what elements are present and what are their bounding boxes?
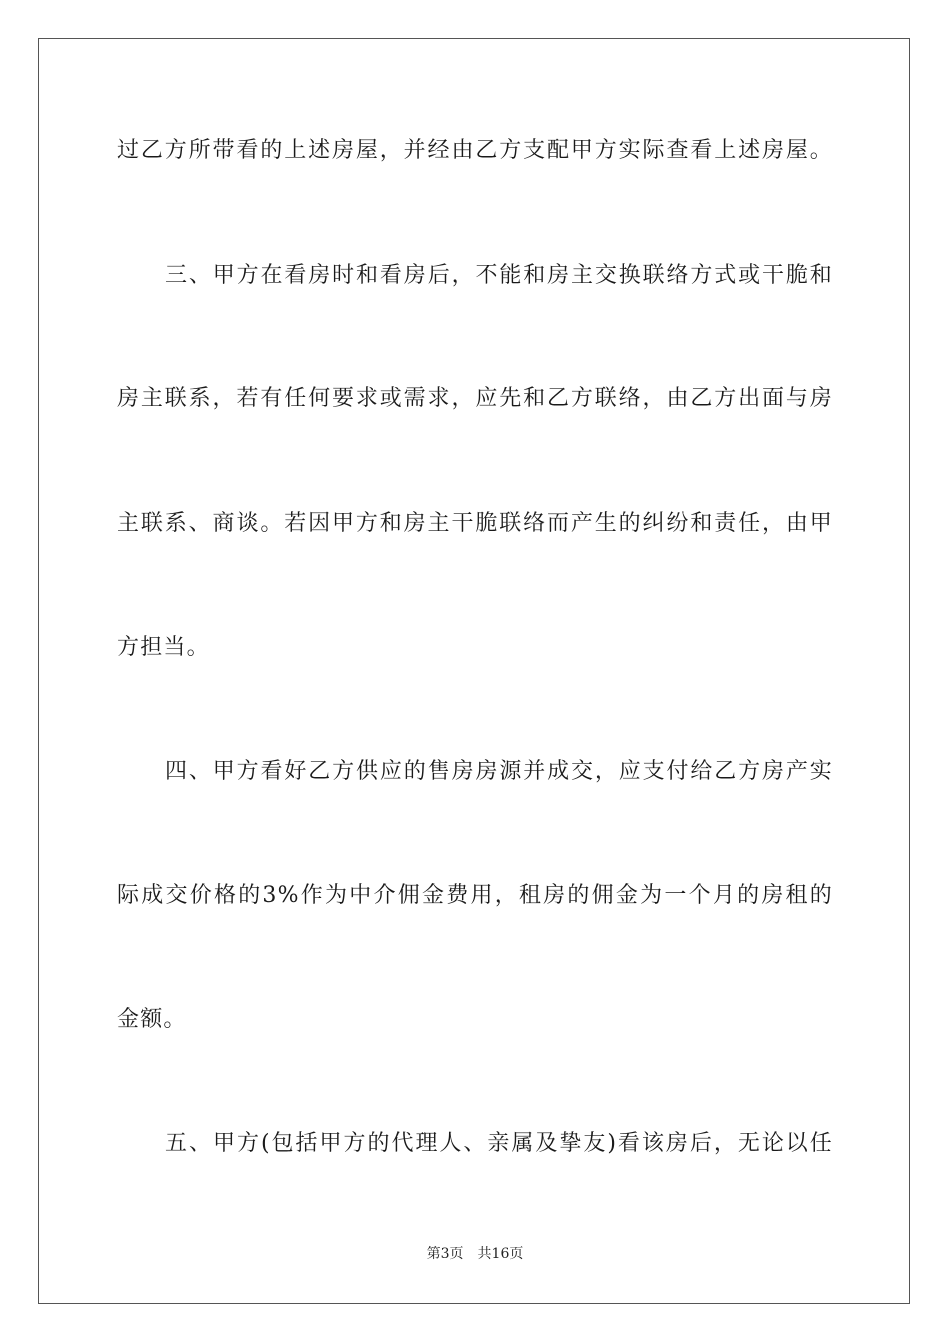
paragraph-five-start: 五、甲方(包括甲方的代理人、亲属及挚友)看该房后，无论以任 — [165, 1131, 833, 1156]
text-line: 际成交价格的3%作为中介佣金费用，租房的佣金为一个月的房租的 — [117, 883, 833, 908]
page-total: 共16页 — [477, 1246, 524, 1262]
text-line: 方担当。 — [117, 635, 210, 660]
text-line: 过乙方所带看的上述房屋，并经由乙方支配甲方实际查看上述房屋。 — [117, 138, 833, 163]
paragraph-three-start: 三、甲方在看房时和看房后，不能和房主交换联络方式或干脆和 — [165, 263, 833, 288]
page-footer — [0, 1244, 950, 1264]
text-line: 金额。 — [117, 1007, 187, 1032]
page-border — [38, 38, 910, 1304]
page-number: 第3页 — [426, 1246, 464, 1262]
text-line: 房主联系，若有任何要求或需求，应先和乙方联络，由乙方出面与房 — [117, 386, 833, 411]
text-line: 主联系、商谈。若因甲方和房主干脆联络而产生的纠纷和责任，由甲 — [117, 511, 833, 536]
paragraph-four-start: 四、甲方看好乙方供应的售房房源并成交，应支付给乙方房产实 — [165, 759, 833, 784]
